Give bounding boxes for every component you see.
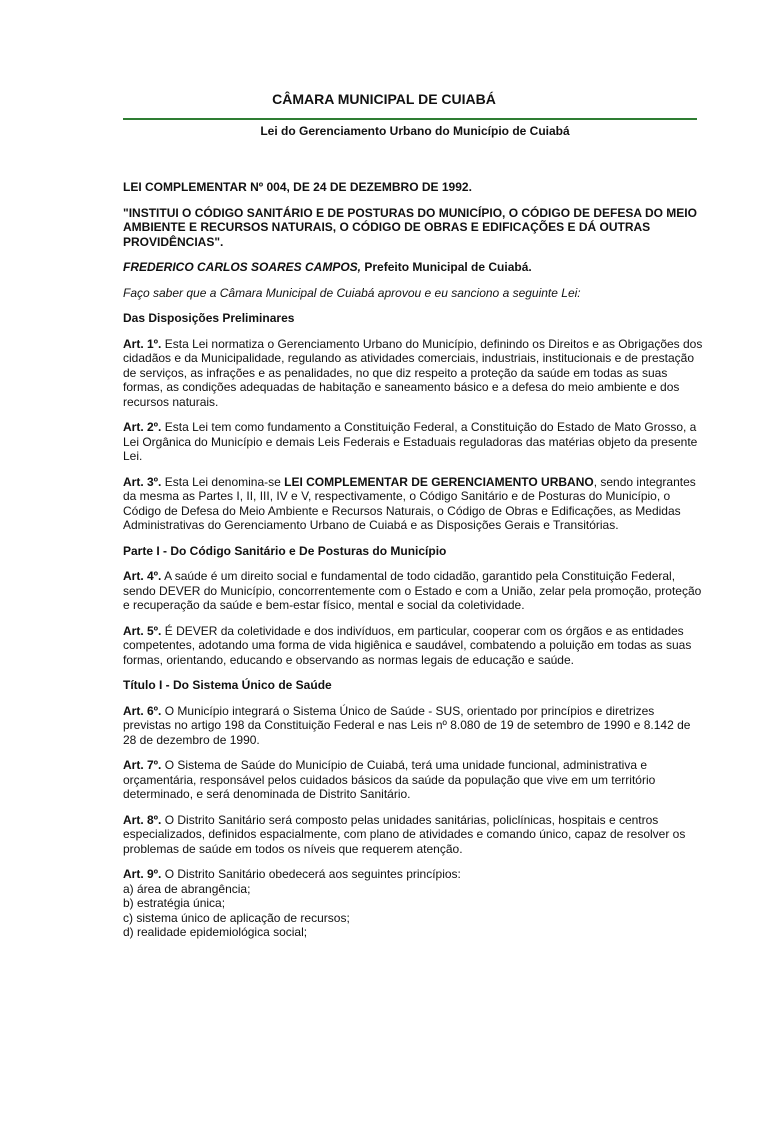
chamber-title: CÂMARA MUNICIPAL DE CUIABÁ [272, 91, 496, 107]
mayor-title: Prefeito Municipal de Cuiabá. [361, 260, 532, 274]
law-ementa: "INSTITUI O CÓDIGO SANITÁRIO E DE POSTURAS DO MUNICÍPIO, O CÓDIGO DE DEFESA DO MEIO AMBIENTE E RECURSOS NATURAIS, O CÓDIGO DE OBRAS E EDIFICAÇÕES E DÁ OUTRAS PROVIDÊNCIAS". [123, 205, 697, 249]
list-item: b) estratégia única; [123, 896, 226, 910]
article-label: Art. 9º. [123, 867, 162, 881]
article-label: Art. 5º. [123, 623, 162, 638]
article-4 [123, 569, 703, 613]
article-7 [123, 758, 703, 802]
article-text: Esta Lei denomina-se [161, 474, 285, 489]
article-1 [123, 337, 703, 410]
article-9 [123, 867, 703, 940]
section-heading-title1: Título I - Do Sistema Único de Saúde [123, 678, 332, 692]
article-6 [123, 704, 703, 748]
article-3 [123, 475, 703, 533]
article-label: Art. 4º. [123, 569, 162, 583]
article-8 [123, 813, 703, 857]
article-text: Esta Lei tem como fundamento a Constituição Federal, a Constituição do Estado de Mato Grosso, a Lei Orgânica do Município e demais Leis Federais e Estaduais reguladoras das matérias objeto da presente Lei. [123, 420, 698, 463]
article-label: Art. 8º. [123, 812, 162, 827]
document-body [123, 180, 703, 951]
article-text: O Município integrará o Sistema Único de Saúde - SUS, orientado por princípios e diretrizes previstas no artigo 198 da Constituição Federal e nas Leis nº 8.080 de 19 de setembro de 1990 e 8.142 de 28 de dezembro de 1990. [123, 703, 691, 747]
article-text: , sendo integrantes da mesma as Partes I, II, III, IV e V, respectivamente, o Código Sanitário e de Posturas do Município, o Código de Defesa do Meio Ambiente e Recursos Naturais, o Código de Obras e Edificações, as Medidas Administrativas do Gerenciamento Urbano de Cuiabá e as Disposições Gerais e Transitórias. [123, 474, 696, 532]
article-label: Art. 1º. [123, 336, 162, 351]
promulgation-text: Faço saber que a Câmara Municipal de Cuiabá aprovou e eu sanciono a seguinte Lei: [123, 285, 581, 300]
section-heading-part1: Parte I - Do Código Sanitário e De Posturas do Município [123, 543, 447, 558]
article-label: Art. 2º. [123, 420, 162, 434]
list-item: a) área de abrangência; [123, 881, 251, 896]
article-text: A saúde é um direito social e fundamental de todo cidadão, garantido pela Constituição Federal, sendo DEVER do Município, concorrentemente com o Estado e com a União, zelar pela promoção, proteção e recuperação da saúde e bem-estar físico, mental e social da coletividade. [123, 569, 702, 612]
article-text: O Distrito Sanitário será composto pelas unidades sanitárias, policlínicas, hospitais e centros especializados, definidos espacialmente, com plano de atividades e comando único, capaz de resolver os problemas de saúde em todos os níveis que requerem atenção. [123, 812, 686, 856]
list-item: d) realidade epidemiológica social; [123, 925, 308, 939]
article-2 [123, 420, 703, 464]
header-divider [123, 118, 697, 120]
law-title: LEI COMPLEMENTAR Nº 004, DE 24 DE DEZEMBRO DE 1992. [123, 180, 472, 194]
section-heading-preliminary: Das Disposições Preliminares [123, 311, 295, 325]
list-item: c) sistema único de aplicação de recursos; [123, 910, 350, 925]
article-5 [123, 624, 703, 668]
article-emphasis: LEI COMPLEMENTAR DE GERENCIAMENTO URBANO [284, 474, 594, 489]
mayor-name: FREDERICO CARLOS SOARES CAMPOS, [123, 260, 362, 274]
article-text: Esta Lei normatiza o Gerenciamento Urbano do Município, definindo os Direitos e as Obrigações dos cidadãos e da Municipalidade, regulando as atividades comerciais, industriais, institucionais e de prestação de serviços, as infrações e as penalidades, no que diz respeito a proteção da saúde em todas as suas formas, as condições adequadas de habitação e saneamento básico e a defesa do meio ambiente e dos recursos naturais. [123, 336, 703, 409]
article-text: O Sistema de Saúde do Município de Cuiabá, terá uma unidade funcional, administrativa e orçamentária, responsável pelos cuidados básicos da saúde da população que vive em um território determinado, e será denominada de Distrito Sanitário. [123, 758, 656, 801]
mayor-line [123, 260, 703, 275]
article-text: É DEVER da coletividade e dos indivíduos, em particular, cooperar com os órgãos e as entidades competentes, adotando uma forma de vida higiênica e saudável, combatendo a poluição em todas as suas formas, orientando, educando e observando as normas legais de educação e saúde. [123, 623, 692, 667]
article-text: O Distrito Sanitário obedecerá aos seguintes princípios: [161, 867, 461, 881]
article-label: Art. 3º. [123, 474, 162, 489]
article-label: Art. 7º. [123, 758, 162, 772]
article-label: Art. 6º. [123, 703, 162, 718]
law-subtitle: Lei do Gerenciamento Urbano do Município de Cuiabá [260, 124, 570, 138]
